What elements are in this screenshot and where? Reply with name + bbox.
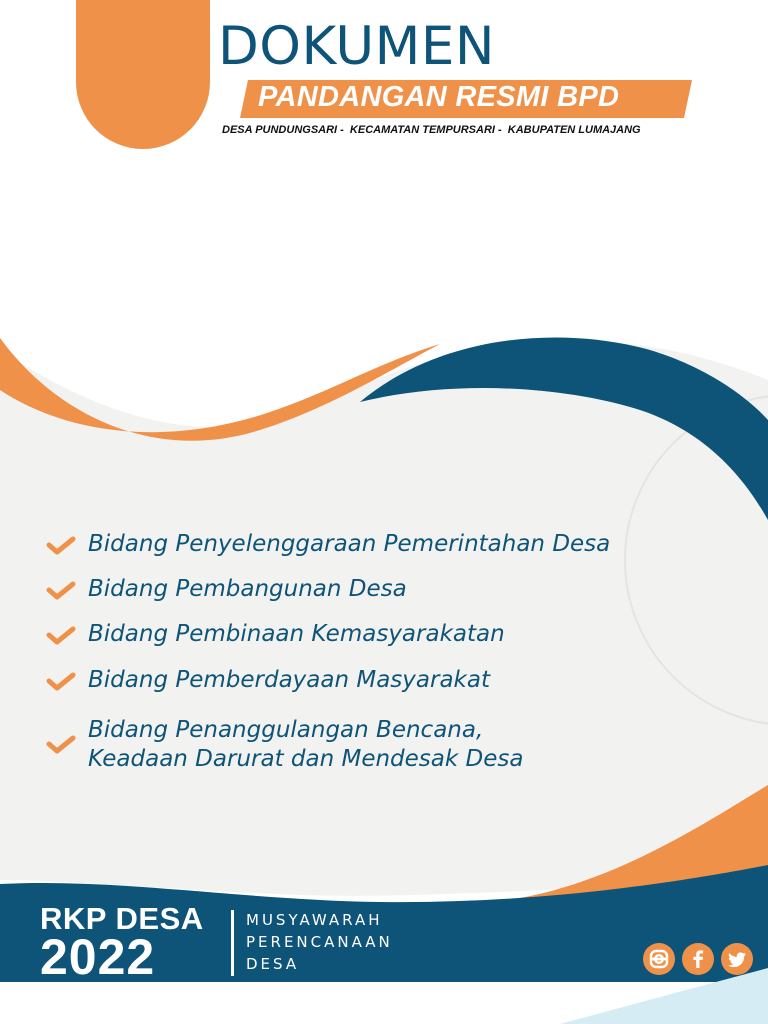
check-icon (46, 626, 76, 646)
field-item (42, 530, 610, 559)
field-item-text: Bidang Penyelenggaraan Pemerintahan Desa (88, 531, 611, 557)
check-icon (46, 735, 76, 755)
twitter-icon[interactable] (721, 943, 753, 975)
musyawarah-line: PERENCANAAN (246, 933, 393, 951)
field-item-text: Bidang Pembinaan Kemasyarakatan (88, 621, 505, 647)
musyawarah-line: DESA (246, 955, 300, 973)
field-item (42, 666, 490, 695)
field-item (42, 575, 407, 604)
document-title: DOKUMEN (218, 16, 496, 77)
grey-panel (0, 341, 768, 896)
field-item-text: Bidang Pembangunan Desa (88, 576, 407, 602)
orange-top-tab (76, 0, 210, 149)
facebook-icon[interactable] (682, 943, 714, 975)
instagram-icon[interactable] (643, 943, 675, 975)
check-icon (46, 672, 76, 692)
check-icon (46, 536, 76, 556)
field-item (42, 716, 523, 774)
field-item-text: Bidang Pemberdayaan Masyarakat (88, 667, 490, 693)
field-item-text: Bidang Penanggulangan Bencana, (88, 717, 484, 743)
musyawarah-block (246, 909, 393, 975)
check-icon (46, 581, 76, 601)
location-line: DESA PUNDUNGSARI - KECAMATAN TEMPURSARI - KABUPATEN LUMAJANG (222, 124, 641, 136)
rkp-label: RKP DESA (40, 901, 204, 936)
field-item (42, 620, 505, 649)
footer-divider (231, 910, 234, 976)
year-label: 2022 (40, 929, 156, 985)
musyawarah-line: MUSYAWARAH (246, 911, 383, 929)
document-subtitle: PANDANGAN RESMI BPD (258, 81, 620, 113)
field-item-text: Keadaan Darurat dan Mendesak Desa (88, 746, 524, 772)
